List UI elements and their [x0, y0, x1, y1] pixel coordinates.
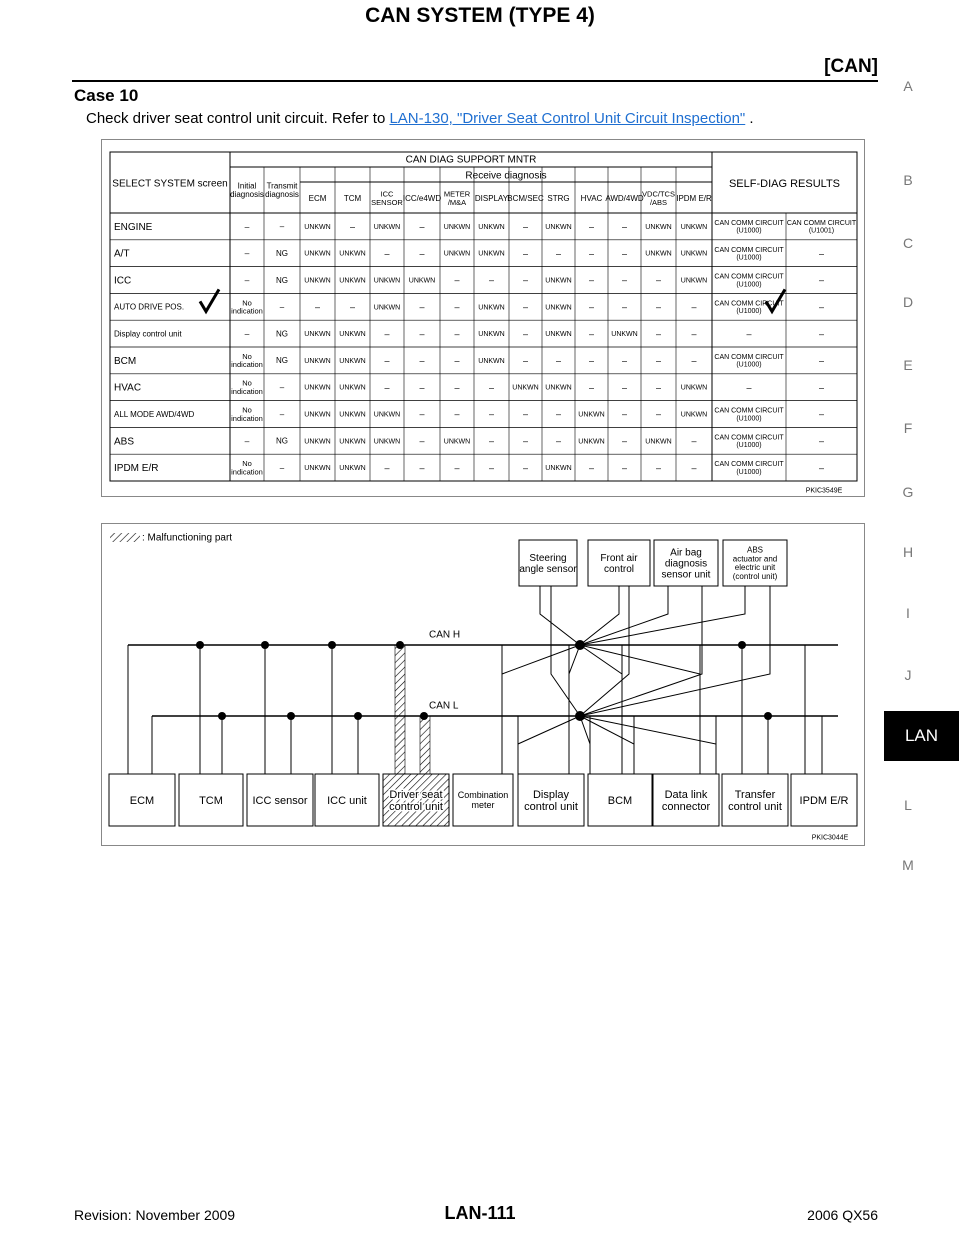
hatch-legend-icon: [110, 533, 140, 542]
receive-cell: –: [522, 275, 529, 286]
receive-col-header: ICC/e4WD: [402, 193, 442, 203]
star-wire-h: [540, 586, 580, 645]
malfunction-drop-l: [420, 716, 430, 774]
self-diag-cell: –: [818, 301, 825, 312]
can-l-junction-dot: [420, 712, 428, 720]
receive-cell: UNKWN: [373, 277, 401, 285]
receive-cell: UNKWN: [443, 223, 471, 231]
self-diag-cell: –: [818, 275, 825, 286]
transmit-cell: NG: [276, 356, 288, 366]
self-diag-cell: –: [818, 435, 825, 446]
receive-cell: –: [384, 248, 390, 259]
can-h-junction-dot: [396, 641, 404, 649]
bottom-unit-label: ECM: [129, 794, 155, 807]
receive-cell: UNKWN: [339, 250, 366, 258]
can-l-junction-dot: [764, 712, 772, 720]
system-row-name: IPDM E/R: [114, 463, 159, 475]
receive-col-header: TCM: [343, 193, 362, 203]
can-h-junction-dot: [738, 641, 746, 649]
transmit-cell: –: [279, 383, 285, 392]
section-index-letter[interactable]: H: [902, 544, 914, 560]
section-index-letter[interactable]: I: [906, 605, 910, 621]
self-diag-header: SELF-DIAG RESULTS: [728, 177, 841, 190]
receive-cell: –: [588, 221, 595, 232]
receive-cell: UNKWN: [339, 357, 366, 365]
receive-cell: UNKWN: [478, 223, 505, 231]
self-diag-cell: CAN COMM CIRCUIT (U1000): [714, 246, 784, 262]
section-index-letter[interactable]: D: [902, 294, 914, 310]
receive-cell: –: [349, 301, 356, 312]
bottom-unit-label: Transfer control unit: [728, 788, 782, 813]
initial-cell: No indication: [231, 351, 263, 370]
receive-col-header: STRG: [547, 193, 570, 203]
transmit-cell: NG: [276, 275, 288, 285]
star-wire-h: [580, 586, 668, 645]
receive-cell: UNKWN: [680, 411, 708, 419]
receive-cell: UNKWN: [339, 331, 366, 339]
receive-cell: –: [384, 462, 390, 473]
can-h-label: CAN H: [429, 629, 461, 641]
system-row-name: HVAC: [114, 382, 142, 394]
receive-cell: –: [419, 435, 425, 446]
top-unit-label: Air bag diagnosis sensor unit: [661, 547, 711, 581]
page-header-title: CAN SYSTEM (TYPE 4): [365, 4, 595, 27]
receive-cell: UNKWN: [578, 438, 605, 446]
transmit-diagnosis-header: Transmit diagnosis: [265, 181, 299, 200]
initial-cell: –: [244, 274, 250, 285]
receive-cell: –: [454, 409, 460, 420]
system-row-name: AUTO DRIVE POS.: [114, 302, 185, 312]
case-text-prefix: Check driver seat control unit circuit. Refer to: [86, 110, 390, 127]
self-diag-cell: CAN COMM CIRCUIT (U1000): [714, 461, 784, 476]
receive-cell: –: [555, 435, 562, 446]
receive-cell: –: [588, 382, 595, 393]
receive-cell: –: [488, 275, 495, 286]
top-unit-label: Front air control: [600, 553, 638, 575]
receive-cell: UNKWN: [545, 277, 572, 285]
receive-cell: –: [655, 275, 662, 286]
can-h-junction-dot: [328, 641, 336, 649]
top-unit-label: Steering angle sensor: [519, 553, 577, 575]
receive-cell: UNKWN: [578, 411, 605, 419]
bottom-unit-label: TCM: [199, 794, 223, 807]
receive-cell: UNKWN: [680, 384, 708, 392]
star-wire-h: [569, 645, 580, 684]
star-wire-l: [580, 586, 702, 716]
receive-cell: UNKWN: [339, 384, 366, 392]
page-number: LAN-111: [444, 1203, 516, 1223]
receive-cell: –: [419, 328, 425, 339]
receive-cell: UNKWN: [339, 438, 366, 446]
system-row-name: ABS: [114, 436, 135, 448]
receive-cell: UNKWN: [611, 331, 638, 339]
self-diag-cell: CAN COMM CIRCUIT (U1000): [714, 220, 784, 235]
revision-date: Revision: November 2009: [74, 1207, 236, 1223]
receive-cell: UNKWN: [478, 331, 505, 339]
receive-cell: –: [384, 328, 390, 339]
receive-cell: –: [691, 435, 697, 446]
malfunction-legend: : Malfunctioning part: [142, 532, 233, 544]
model-year: 2006 QX56: [807, 1207, 878, 1223]
bottom-unit-label: ICC sensor: [252, 794, 308, 807]
bottom-unit-label: Data link connector: [661, 788, 711, 813]
star-wire-h: [580, 645, 622, 684]
initial-cell: No indication: [231, 405, 263, 423]
header-rule: [72, 80, 878, 82]
can-network-diagram: [102, 524, 864, 845]
system-row-name: BCM: [114, 355, 137, 367]
receive-cell: –: [655, 382, 662, 393]
case-instruction: [86, 110, 754, 127]
receive-cell: –: [621, 409, 628, 420]
receive-cell: UNKWN: [304, 277, 331, 285]
receive-cell: –: [621, 355, 628, 366]
initial-cell: –: [244, 248, 250, 259]
section-index-letter[interactable]: G: [902, 484, 914, 500]
can-diag-table: [102, 140, 864, 496]
star-wire-l: [518, 716, 580, 754]
self-diag-cell: CAN COMM CIRCUIT (U1000): [714, 434, 784, 450]
receive-cell: UNKWN: [373, 411, 401, 419]
receive-cell: –: [588, 355, 595, 366]
receive-cell: UNKWN: [478, 357, 505, 365]
receive-cell: –: [621, 248, 628, 259]
receive-cell: UNKWN: [304, 411, 331, 419]
receive-cell: UNKWN: [339, 277, 366, 285]
can-h-junction-dot: [261, 641, 269, 649]
self-diag-cell: CAN COMM CIRCUIT (U1001): [786, 220, 857, 235]
initial-cell: –: [244, 328, 250, 339]
transmit-cell: NG: [276, 436, 288, 446]
initial-cell: No indication: [231, 459, 263, 477]
system-row-name: ALL MODE AWD/4WD: [114, 409, 195, 419]
bottom-unit-label: Combination meter: [457, 790, 509, 811]
transmit-cell: –: [279, 463, 285, 473]
bottom-unit-label: ICC unit: [327, 794, 367, 807]
can-network-figure: [101, 523, 865, 846]
receive-cell: UNKWN: [680, 277, 708, 285]
receive-cell: UNKWN: [443, 250, 471, 258]
can-l-junction-dot: [287, 712, 295, 720]
malfunction-drop-h: [395, 645, 405, 774]
self-diag-cell: –: [818, 248, 825, 259]
receive-cell: –: [522, 328, 529, 339]
receive-cell: UNKWN: [680, 223, 708, 231]
receive-cell: –: [314, 301, 321, 312]
receive-cell: UNKWN: [512, 384, 539, 392]
receive-cell: –: [655, 301, 662, 312]
section-index-letter[interactable]: M: [902, 857, 914, 873]
figure-code: PKIC3044E: [811, 834, 849, 842]
receive-col-header: DISPLAY: [474, 193, 509, 203]
receive-cell: –: [454, 355, 460, 366]
receive-cell: –: [522, 301, 529, 312]
system-row-name: Display control unit: [114, 329, 182, 339]
receive-cell: UNKWN: [545, 384, 572, 392]
receive-cell: –: [522, 409, 529, 420]
receive-diagnosis-header: Receive diagnosis: [465, 170, 547, 182]
receive-cell: –: [588, 248, 595, 259]
can-h-junction-dot: [196, 641, 204, 649]
top-unit-label: ABS actuator and electric unit (control unit): [732, 545, 778, 581]
receive-cell: UNKWN: [443, 438, 471, 446]
bottom-unit-label: Display control unit: [524, 788, 578, 813]
receive-cell: –: [454, 462, 460, 473]
section-tag: [CAN]: [824, 56, 878, 77]
receive-cell: –: [691, 462, 697, 473]
receive-cell: –: [555, 355, 562, 366]
section-tab-active[interactable]: LAN: [884, 711, 959, 761]
receive-cell: UNKWN: [545, 331, 572, 339]
star-wire-h: [580, 586, 619, 645]
receive-cell: –: [691, 301, 697, 312]
initial-cell: –: [244, 435, 250, 446]
section-index-letter[interactable]: J: [904, 667, 912, 683]
section-index-letter[interactable]: E: [903, 357, 913, 373]
system-row-name: A/T: [114, 248, 130, 260]
receive-cell: –: [419, 221, 425, 232]
bottom-unit-label: Driver seat control unit: [389, 788, 443, 813]
receive-col-header: HVAC: [580, 193, 603, 203]
initial-diagnosis-header: Initial diagnosis: [230, 181, 264, 200]
receive-col-header: METER /M&A: [443, 189, 471, 207]
receive-cell: UNKWN: [339, 465, 366, 473]
receive-cell: –: [621, 275, 628, 286]
star-wire-l: [580, 716, 716, 754]
can-diag-figure: [101, 139, 865, 497]
section-index-letter[interactable]: L: [904, 797, 912, 813]
self-diag-cell: CAN COMM CIRCUIT (U1000): [714, 300, 784, 316]
inspection-link[interactable]: LAN-130, "Driver Seat Control Unit Circuit Inspection": [389, 110, 746, 127]
receive-cell: UNKWN: [373, 304, 401, 312]
receive-cell: –: [655, 462, 662, 473]
receive-cell: UNKWN: [478, 250, 505, 258]
receive-cell: –: [488, 462, 495, 473]
self-diag-cell: –: [746, 382, 752, 393]
self-diag-cell: –: [818, 382, 825, 393]
star-wire-l: [551, 586, 580, 716]
receive-cell: –: [621, 301, 628, 312]
initial-cell: No indication: [231, 298, 263, 316]
receive-col-header: ECM: [308, 193, 327, 203]
self-diag-cell: CAN COMM CIRCUIT (U1000): [714, 354, 784, 369]
transmit-cell: NG: [276, 329, 288, 339]
receive-cell: UNKWN: [545, 465, 572, 473]
select-system-header: SELECT SYSTEM screen: [112, 178, 228, 190]
figure-code: PKIC3549E: [805, 487, 843, 495]
star-wire-h: [580, 645, 700, 684]
section-index-letter[interactable]: C: [902, 235, 914, 251]
transmit-cell: –: [279, 409, 285, 419]
case-text-suffix: .: [745, 110, 754, 127]
receive-cell: –: [454, 275, 460, 286]
receive-cell: –: [419, 409, 425, 420]
check-mark-icon: [200, 289, 219, 311]
receive-cell: –: [349, 221, 356, 232]
transmit-cell: –: [279, 222, 285, 232]
self-diag-cell: –: [818, 355, 825, 366]
star-wire-h: [502, 645, 580, 684]
receive-cell: UNKWN: [339, 411, 366, 419]
self-diag-cell: –: [818, 462, 825, 473]
can-diag-header: CAN DIAG SUPPORT MNTR: [405, 154, 537, 166]
initial-cell: –: [244, 221, 250, 232]
can-l-junction-dot: [354, 712, 362, 720]
receive-cell: –: [419, 462, 425, 473]
receive-cell: UNKWN: [304, 384, 331, 392]
self-diag-cell: –: [746, 328, 752, 339]
receive-cell: –: [588, 301, 595, 312]
receive-col-header: IPDM E/R: [676, 193, 712, 203]
receive-cell: UNKWN: [478, 304, 505, 312]
receive-cell: –: [555, 248, 562, 259]
receive-cell: –: [621, 382, 628, 393]
receive-cell: –: [419, 355, 425, 366]
receive-cell: –: [454, 382, 460, 393]
receive-cell: UNKWN: [645, 223, 672, 231]
system-row-name: ENGINE: [114, 221, 153, 233]
receive-cell: –: [384, 382, 390, 393]
receive-cell: UNKWN: [304, 223, 331, 231]
self-diag-cell: CAN COMM CIRCUIT (U1000): [714, 407, 784, 423]
receive-col-header: BCM/SEC: [507, 193, 544, 203]
receive-col-header: ICC SENSOR: [371, 189, 403, 207]
receive-cell: –: [454, 301, 460, 312]
self-diag-cell: CAN COMM CIRCUIT (U1000): [714, 273, 784, 289]
receive-cell: UNKWN: [304, 250, 331, 258]
receive-cell: –: [555, 409, 562, 420]
initial-cell: No indication: [231, 378, 263, 396]
receive-cell: –: [522, 435, 529, 446]
case-title: Case 10: [74, 86, 139, 105]
receive-cell: UNKWN: [545, 223, 572, 231]
system-row-name: ICC: [114, 275, 132, 287]
receive-cell: –: [691, 355, 697, 366]
self-diag-cell: –: [818, 409, 825, 420]
receive-cell: –: [454, 328, 460, 339]
receive-cell: UNKWN: [545, 304, 572, 312]
receive-cell: UNKWN: [645, 250, 672, 258]
can-l-junction-dot: [218, 712, 226, 720]
receive-cell: UNKWN: [680, 250, 708, 258]
receive-col-header: AWD/4WD: [605, 193, 644, 203]
section-index-letter[interactable]: A: [903, 78, 913, 94]
receive-cell: –: [419, 248, 425, 259]
receive-cell: –: [621, 435, 628, 446]
receive-cell: UNKWN: [304, 357, 331, 365]
receive-cell: –: [522, 462, 529, 473]
receive-cell: UNKWN: [373, 223, 401, 231]
receive-cell: UNKWN: [408, 277, 436, 285]
receive-cell: –: [522, 248, 529, 259]
star-wire-l: [580, 716, 590, 754]
receive-cell: UNKWN: [304, 331, 331, 339]
receive-cell: –: [588, 462, 595, 473]
receive-cell: UNKWN: [304, 438, 331, 446]
receive-col-header: VDC/TCS /ABS: [642, 189, 675, 207]
receive-cell: UNKWN: [645, 438, 672, 446]
self-diag-cell: –: [818, 328, 825, 339]
receive-cell: –: [488, 409, 495, 420]
receive-cell: –: [384, 355, 390, 366]
receive-cell: –: [588, 328, 595, 339]
receive-cell: –: [655, 409, 662, 420]
section-index-letter[interactable]: F: [903, 420, 913, 436]
receive-cell: –: [655, 328, 662, 339]
can-l-label: CAN L: [429, 700, 459, 712]
receive-cell: –: [488, 382, 495, 393]
receive-cell: –: [419, 382, 425, 393]
receive-cell: –: [588, 275, 595, 286]
receive-cell: UNKWN: [304, 465, 331, 473]
receive-cell: –: [522, 221, 529, 232]
receive-cell: –: [621, 221, 628, 232]
receive-cell: –: [522, 355, 529, 366]
receive-cell: UNKWN: [373, 438, 401, 446]
receive-cell: –: [691, 328, 697, 339]
receive-cell: –: [419, 301, 425, 312]
receive-cell: –: [655, 355, 662, 366]
section-index-letter[interactable]: B: [903, 172, 913, 188]
bottom-unit-label: BCM: [607, 794, 633, 807]
transmit-cell: NG: [276, 249, 288, 258]
receive-cell: –: [488, 435, 495, 446]
transmit-cell: –: [279, 302, 285, 312]
receive-cell: –: [621, 462, 628, 473]
bottom-unit-label: IPDM E/R: [799, 794, 849, 807]
